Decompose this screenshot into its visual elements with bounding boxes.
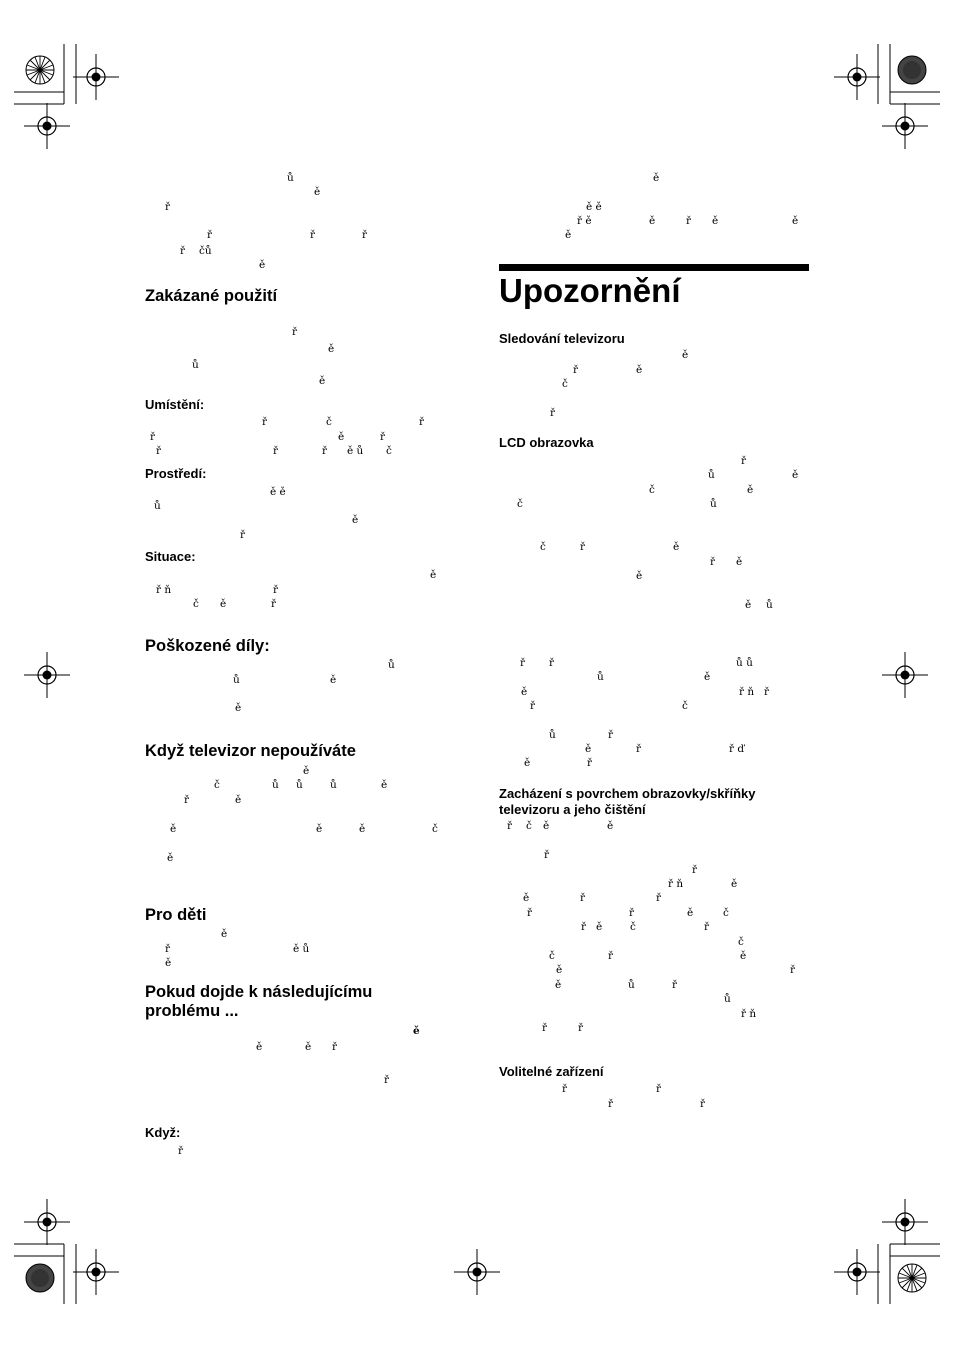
glyph: ě (165, 957, 172, 969)
section-heading-if-problem: Pokud dojde k následujícímu problému ... (145, 983, 373, 1020)
glyph: ř (686, 215, 692, 227)
glyph: ř (165, 943, 171, 955)
glyph: ř (542, 1022, 548, 1034)
glyph: ů (597, 671, 604, 683)
glyph: ř (184, 794, 190, 806)
glyph: ů (388, 659, 395, 671)
glyph: ř (292, 326, 298, 338)
glyph: ř (608, 729, 614, 741)
glyph: ř (419, 416, 425, 428)
glyph: ů (272, 779, 279, 791)
glyph: ě (170, 823, 177, 835)
registration-target (882, 1199, 928, 1245)
glyph: ř ň (739, 686, 755, 698)
glyph: ě (636, 364, 643, 376)
section-heading-prohibited-use: Zakázané použití (145, 287, 278, 305)
subheading-location: Umístění: (145, 397, 205, 412)
glyph: ř (587, 757, 593, 769)
registration-target (834, 54, 880, 100)
glyph: ř (741, 455, 747, 467)
glyph: ě (352, 514, 359, 526)
glyph: ě (524, 757, 531, 769)
section-heading-when-not-using: Když televizor nepoužíváte (145, 742, 356, 760)
glyph: ě ů (347, 445, 364, 457)
glyph: ř (271, 598, 277, 610)
dark-dot-mark (898, 56, 926, 84)
glyph: ř (656, 892, 662, 904)
glyph: ě (736, 556, 743, 568)
glyph: ř (207, 229, 213, 241)
glyph: ě ě (270, 486, 286, 498)
glyph: ř (165, 201, 171, 213)
section-heading-damaged-parts: Poškozené díly: (145, 637, 270, 655)
glyph: č (630, 921, 636, 933)
glyph: ě (221, 928, 228, 940)
registration-target (24, 1199, 70, 1245)
subheading-screen-cabinet-care: Zacházení s povrchem obrazovky/skříňky televizoru a jeho čištění (499, 786, 756, 817)
glyph: č (549, 950, 555, 962)
title-rule (499, 264, 809, 271)
glyph: ě (319, 375, 326, 387)
glyph: ě (745, 599, 752, 611)
glyph: ě (235, 702, 242, 714)
glyph: ř (550, 407, 556, 419)
glyph: ě (314, 186, 321, 198)
glyph: č (214, 779, 220, 791)
glyph: ě (413, 1025, 420, 1037)
glyph: ř (544, 849, 550, 861)
glyph: č (432, 823, 438, 835)
glyph: ř (380, 431, 386, 443)
glyph: ě (636, 570, 643, 582)
registration-target (24, 103, 70, 149)
glyph: ě (596, 921, 603, 933)
glyph: č (649, 484, 655, 496)
glyph: ř (150, 431, 156, 443)
glyph: ř (629, 907, 635, 919)
glyph: ř (581, 921, 587, 933)
glyph: čů (199, 245, 212, 257)
glyph: ř (790, 964, 796, 976)
glyph: ř (178, 1145, 184, 1157)
registration-target (454, 1249, 500, 1295)
glyph: ř ň (156, 584, 172, 596)
glyph: č (682, 700, 688, 712)
glyph: ě (259, 259, 266, 271)
glyph: ů (549, 729, 556, 741)
glyph: ě (565, 229, 572, 241)
glyph: č (738, 936, 744, 948)
glyph: č (526, 820, 532, 832)
subheading-optional-equipment: Volitelné zařízení (499, 1064, 604, 1079)
glyph: ř (672, 979, 678, 991)
registration-target (24, 652, 70, 698)
glyph: ř (322, 445, 328, 457)
registration-target (834, 1249, 880, 1295)
glyph: ř ň (741, 1008, 757, 1020)
glyph: ů (766, 599, 773, 611)
glyph: ě (167, 852, 174, 864)
glyph: ř (608, 950, 614, 962)
glyph: ě (649, 215, 656, 227)
glyph: ř (580, 892, 586, 904)
page-title: Upozornění (499, 272, 681, 309)
glyph: ů (287, 172, 294, 184)
glyph: ě (687, 907, 694, 919)
glyph: ř (562, 1083, 568, 1095)
glyph: ě (316, 823, 323, 835)
glyph: ů (628, 979, 635, 991)
glyph: ř (527, 907, 533, 919)
glyph: ě (731, 878, 738, 890)
glyph: ů (154, 500, 161, 512)
glyph: ů (724, 993, 731, 1005)
glyph: ř (700, 1098, 706, 1110)
starburst-mark (26, 56, 54, 84)
glyph: ě ě (586, 201, 602, 213)
glyph: ř (273, 445, 279, 457)
glyph: ř ň (668, 878, 684, 890)
glyph: ř (240, 529, 246, 541)
glyph: ř (384, 1074, 390, 1086)
glyph: ě (359, 823, 366, 835)
glyph: ř (636, 743, 642, 755)
glyph: č (517, 498, 523, 510)
glyph: ě (607, 820, 614, 832)
glyph: č (540, 541, 546, 553)
subheading-when: Když: (145, 1125, 181, 1140)
glyph: č (386, 445, 392, 457)
glyph: ě (338, 431, 345, 443)
glyph: ě (430, 569, 437, 581)
subheading-lcd-screen: LCD obrazovka (499, 435, 594, 450)
glyph: ě (747, 484, 754, 496)
subheading-environment: Prostředí: (145, 466, 207, 481)
glyph: ř (310, 229, 316, 241)
glyph: ě (543, 820, 550, 832)
glyph: ů (330, 779, 337, 791)
glyph: ř (332, 1041, 338, 1053)
glyph: ě (712, 215, 719, 227)
glyph: ř ď (729, 743, 745, 755)
glyph: č (723, 907, 729, 919)
glyph: ř (573, 364, 579, 376)
glyph: ě (220, 598, 227, 610)
glyph: ů (233, 674, 240, 686)
registration-target (882, 652, 928, 698)
glyph: ě (792, 215, 799, 227)
starburst-mark (898, 1264, 926, 1292)
glyph: ů (192, 359, 199, 371)
glyph: ř (520, 657, 526, 669)
glyph: ě (305, 1041, 312, 1053)
glyph: ř (530, 700, 536, 712)
glyph: ě (585, 743, 592, 755)
glyph: ě (682, 349, 689, 361)
glyph: ě (792, 469, 799, 481)
glyph: ě (256, 1041, 263, 1053)
glyph: ě (303, 765, 310, 777)
glyph: ě (740, 950, 747, 962)
dark-dot-mark (26, 1264, 54, 1292)
glyph: č (326, 416, 332, 428)
glyph: ř (362, 229, 368, 241)
glyph: ř (656, 1083, 662, 1095)
glyph: ě (653, 172, 660, 184)
glyph: č (193, 598, 199, 610)
glyph: ě (555, 979, 562, 991)
glyph: ř (704, 921, 710, 933)
glyph: ř (180, 245, 186, 257)
glyph: ř (156, 445, 162, 457)
registration-target (73, 54, 119, 100)
glyph: ě (704, 671, 711, 683)
glyph: ř (273, 584, 279, 596)
glyph: ě (673, 541, 680, 553)
glyph: ů (708, 469, 715, 481)
glyph: ř (262, 416, 268, 428)
glyph: ě ů (293, 943, 310, 955)
glyph: ř (764, 686, 770, 698)
glyph: ř (710, 556, 716, 568)
glyph: ů (710, 498, 717, 510)
glyph: ě (328, 343, 335, 355)
glyph: ě (523, 892, 530, 904)
glyph: ř ě (577, 215, 592, 227)
glyph: ě (556, 964, 563, 976)
glyph: ř (692, 864, 698, 876)
glyph: ě (235, 794, 242, 806)
registration-target (73, 1249, 119, 1295)
glyph: ě (381, 779, 388, 791)
glyph: ě (521, 686, 528, 698)
section-heading-for-children: Pro děti (145, 906, 207, 924)
glyph: ů ů (736, 657, 753, 669)
glyph: ř (580, 541, 586, 553)
glyph: č (562, 378, 568, 390)
glyph: ů (296, 779, 303, 791)
subheading-watching-tv: Sledování televizoru (499, 331, 625, 346)
glyph: ř (549, 657, 555, 669)
glyph: ě (330, 674, 337, 686)
subheading-situation: Situace: (145, 549, 196, 564)
glyph: ř (507, 820, 513, 832)
registration-target (882, 103, 928, 149)
glyph: ř (578, 1022, 584, 1034)
glyph: ř (608, 1098, 614, 1110)
